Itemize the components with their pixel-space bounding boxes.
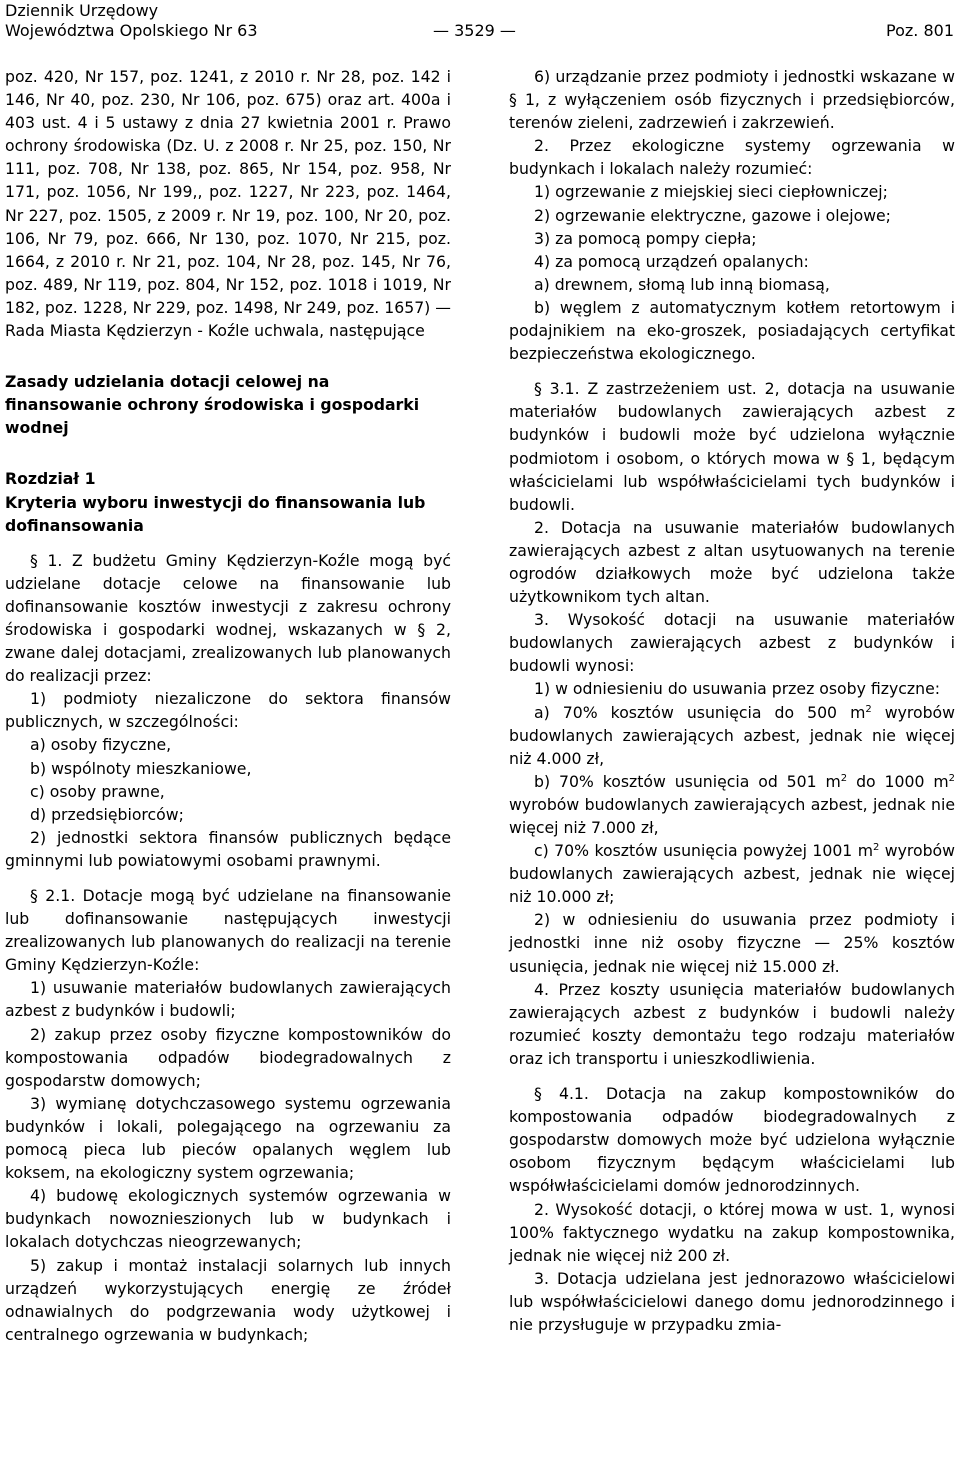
section-1-item-d: d) przedsiębiorców; (30, 804, 184, 824)
section-3-1: § 3.1. Z zastrzeżeniem ust. 2, dotacja na usuwanie materiałów budowlanych zawierających azbest z budynków i budowli może być udzielona wyłącznie podmiotom i osobom, o których mowa w § 1, będącym właścicielami lub współwłaścicielami tych budynków i budowli. (509, 379, 955, 514)
section-3-4: 4. Przez koszty usunięcia materiałów budowlanych zawierających azbest z budynków i budowli należy rozumieć koszty demontażu tego rodzaju materiałów oraz ich transportu i unieszkodliwienia. (509, 979, 955, 1068)
heating-item-1: 1) ogrzewanie z miejskiej sieci ciepłowniczej; (534, 182, 888, 202)
section-3-3-item-2: 2) w odniesieniu do usuwania przez podmioty i jednostki inne niż osoby fizyczne — 25% kosztów usunięcia, jednak nie więcej niż 15.000 zł. (509, 910, 955, 976)
section-4-1: § 4.1. Dotacja na zakup kompostowników do kompostowania odpadów biodegradowalnych z gospodarstw domowych może być udzielona wyłącznie osobom fizycznym będącym właścicielami lub współwłaścicielami domów jednorodzinnych. (509, 1084, 955, 1196)
section-3-3-item-1c: c) 70% kosztów usunięcia powyżej 1001 $m^2$ wyrobów budowlanych zawierających azbest, jednak nie więcej niż 10.000 zł; (509, 841, 955, 907)
position-number: Poz. 801 (886, 21, 954, 40)
heating-item-2: 2) ogrzewanie elektryczne, gazowe i olejowe; (534, 205, 891, 225)
section-2-item-4: 4) budowę ekologicznych systemów ogrzewania w budynkach nowoznieszionych lub w budynkach i lokalach dotychczas nieogrzewanych; (5, 1186, 451, 1252)
section-3-3-item-1b: b) 70% kosztów usunięcia od 501 $m^2$ do 1000 $m^2$ wyrobów budowlanych zawierających azbest, jednak nie więcej niż 7.000 zł, (509, 771, 955, 837)
section-4-3: 3. Dotacja udzielana jest jednorazowo właścicielowi lub współwłaścicielowi danego domu jednorodzinnego i nie przysługuje w przypadku zmia- (509, 1268, 955, 1334)
section-2-item-5: 5) zakup i montaż instalacji solarnych lub innych urządzeń wykorzystujących energię ze źródeł odnawialnych do podgrzewania wody użytkowej i centralnego ogrzewania w budynkach; (5, 1255, 451, 1344)
section-2-item-3: 3) wymianę dotychczasowego systemu ogrzewania budynków i lokali, polegającego na ogrzewaniu za pomocą pieca lub pieców opalanych węglem lub koksem, na ekologiczny system ogrzewania; (5, 1093, 451, 1183)
page-header (0, 0, 960, 42)
chapter-title: Kryteria wyboru inwestycji do finansowania lub dofinansowania (5, 492, 426, 535)
section-1-item-b: b) wspólnoty mieszkaniowe, (30, 758, 252, 778)
section-3-3: 3. Wysokość dotacji na usuwanie materiałów budowlanych zawierających azbest z budynków i budowli wynosi: (509, 610, 955, 676)
page-number: — 3529 — (433, 21, 516, 40)
section-1-item-c: c) osoby prawne, (30, 781, 165, 801)
section-4-2: 2. Wysokość dotacji, o której mowa w ust. 1, wynosi 100% faktycznego wydatku na zakup kompostownika, jednak nie więcej niż 200 zł. (509, 1199, 955, 1265)
section-1-item-1: 1) podmioty niezaliczone do sektora finansów publicznych, w szczególności: (5, 689, 451, 732)
section-2-item-1: 1) usuwanie materiałów budowlanych zawierających azbest z budynków i budowli; (5, 978, 451, 1021)
section-1: § 1. Z budżetu Gminy Kędzierzyn-Koźle mogą być udzielane dotacje celowe na finansowanie lub dofinansowanie kosztów inwestycji z zakresu ochrony środowiska i gospodarki wodnej, wskazanych w § 2, zwane dalej dotacjami, zrealizowanych lub planowanych do realizacji przez: (5, 550, 451, 686)
heating-item-4a: a) drewnem, słomą lub inną biomasą, (534, 274, 830, 294)
chapter-number: Rozdział 1 (5, 469, 96, 489)
heating-item-4b: b) węglem z automatycznym kotłem retortowym i podajnikiem na eko-groszek, posiadających certyfikat bezpieczeństwa ekologicznego. (509, 297, 955, 364)
heating-item-4: 4) za pomocą urządzeń opalanych: (534, 251, 809, 271)
journal-subtitle: Województwa Opolskiego Nr 63 (5, 21, 258, 40)
journal-title: Dziennik Urzędowy (5, 1, 159, 20)
left-column (5, 65, 451, 1346)
heating-item-3: 3) za pomocą pompy ciepła; (534, 228, 757, 248)
section-2-item-6: 6) urządzanie przez podmioty i jednostki wskazane w § 1, z wyłączeniem osób fizycznych i przedsiębiorców, terenów zieleni, zadrzewień i zakrzewień. (509, 67, 955, 133)
section-3-3-item-1a: a) 70% kosztów usunięcia do 500 $m^2$ wyrobów budowlanych zawierających azbest, jednak nie więcej niż 4.000 zł, (509, 702, 955, 768)
intro-paragraph: poz. 420, Nr 157, poz. 1241, z 2010 r. Nr 28, poz. 142 i 146, Nr 40, poz. 230, Nr 106, poz. 675) oraz art. 400a i 403 ust. 4 i 5 ustawy z dnia 27 kwietnia 2001 r. Prawo ochrony środowiska (Dz. U. z 2008 r. Nr 25, poz. 150, Nr 111, poz. 708, Nr 138, poz. 865, Nr 154, poz. 958, Nr 171, poz. 1056, Nr 199,, poz. 1227, Nr 223, poz. 1464, Nr 227, poz. 1505, z 2009 r. Nr 19, poz. 100, Nr 20, poz. 106, Nr 79, poz. 666, Nr 130, poz. 1070, Nr 215, poz. 1664, z 2010 r. Nr 21, poz. 104, Nr 28, poz. 145, Nr 76, poz. 489, Nr 119, poz. 804, Nr 152, poz. 1018 i 1019, Nr 182, poz. 1228, Nr 229, poz. 1498, Nr 249, poz. 1657) — Rada Miasta Kędzierzyn - Koźle uchwala, następujące (5, 67, 451, 341)
section-3-3-item-1: 1) w odniesieniu do usuwania przez osoby fizyczne: (534, 679, 941, 699)
section-1-item-2: 2) jednostki sektora finansów publicznych będące gminnymi lub powiatowymi osobami prawnymi. (5, 827, 451, 870)
section-2-item-2: 2) zakup przez osoby fizyczne kompostowników do kompostowania odpadów biodegradowalnych z gospodarstw domowych; (5, 1024, 451, 1090)
section-1-item-a: a) osoby fizyczne, (30, 735, 172, 755)
section-2-2: 2. Przez ekologiczne systemy ogrzewania w budynkach i lokalach należy rozumieć: (509, 136, 955, 179)
right-column (509, 65, 955, 1336)
document-title: Zasady udzielania dotacji celowej na finansowanie ochrony środowiska i gospodarki wodnej (5, 372, 420, 438)
section-2-1: § 2.1. Dotacje mogą być udzielane na finansowanie lub dofinansowanie następujących inwestycji zrealizowanych lub planowanych do realizacji na terenie Gminy Kędzierzyn-Koźle: (5, 886, 451, 975)
section-3-2: 2. Dotacja na usuwanie materiałów budowlanych zawierających azbest z altan usytuowanych na terenie ogrodów działkowych może być udzielona także użytkownikom tych altan. (509, 517, 955, 607)
